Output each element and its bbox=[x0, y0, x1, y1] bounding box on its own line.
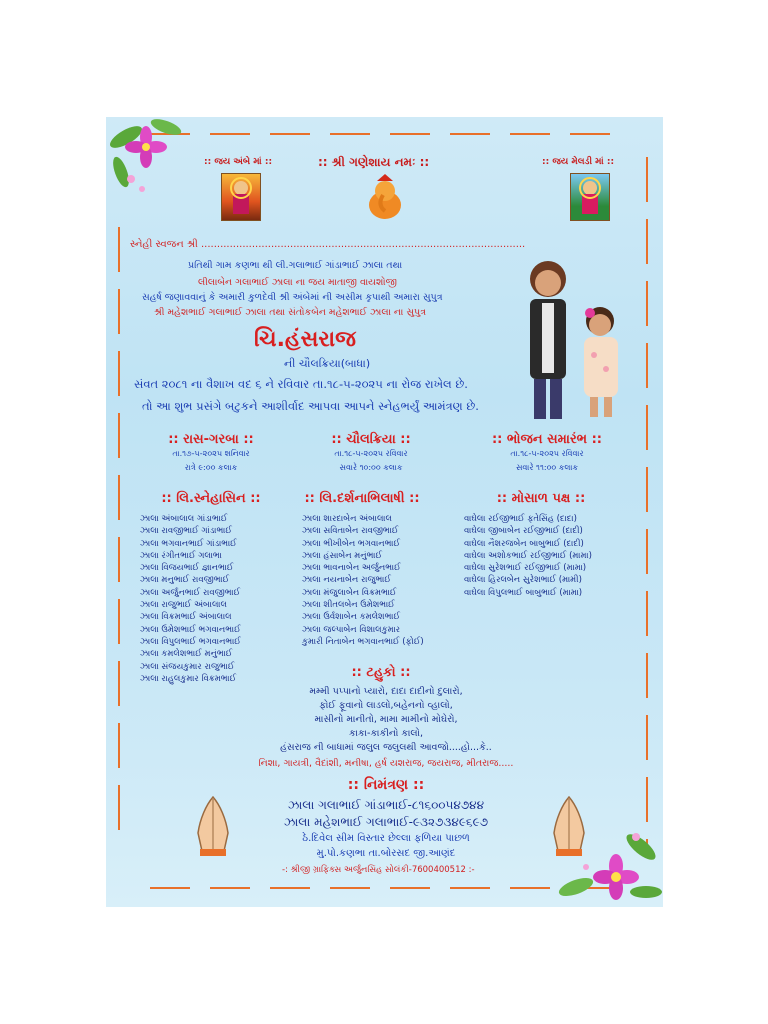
list-item: ઝાલા શીતલબેન ઉમેશભાઈ bbox=[302, 600, 395, 611]
list-item: ઝાલા ભગવાનભાઈ ગાંડાભાઈ bbox=[140, 538, 237, 549]
header-right-label: :: જય મેલડી માં :: bbox=[542, 157, 615, 167]
list-item: વાઘેલા સુરેશભાઈ રઈજીભાઈ (મામા) bbox=[464, 563, 587, 574]
col2-title: :: લિ.દર્શનાભિલાષી :: bbox=[304, 491, 420, 506]
invitation-card bbox=[106, 117, 663, 907]
tahuko-title: :: ટહુકો :: bbox=[351, 665, 411, 680]
list-item: ઝાલા નયનાબેન રાજુભાઈ bbox=[302, 575, 391, 586]
list-item: ઝાલા હંસાબેન મનુંભાઈ bbox=[302, 550, 383, 561]
list-item: ઝાલા વિક્રમભાઈ અંબાલાલ bbox=[140, 612, 232, 623]
invite-title: :: નિમંત્રણ :: bbox=[347, 777, 425, 793]
event-2-date: તા.૧૮-૫-૨૦૨૫ રવિવાર bbox=[334, 449, 408, 458]
invite-line: ઠે.દિવેલ સીમ વિસ્તાર છેલ્લા ફળિયા પાછળ bbox=[302, 833, 470, 844]
event-2-title: :: ચૌલક્રિયા :: bbox=[331, 432, 411, 447]
event-2-time: સવારે ૧૦:૦૦ કલાક bbox=[339, 463, 403, 472]
col1-list bbox=[140, 513, 241, 685]
list-item: ઝાલા શારદાબેન અંબાલાલ bbox=[302, 514, 392, 524]
list-item: કુમારી નિતાબેન ભગવાનભાઈ (ફોઈ) bbox=[302, 636, 424, 647]
event-1-date: તા.૧૭-૫-૨૦૨૫ શનિવાર bbox=[172, 449, 250, 458]
list-item: વાઘેલા વિપુલભાઈ બાબુભાઈ (મામા) bbox=[464, 587, 583, 598]
goddess-meladi-image bbox=[570, 173, 610, 221]
child-name: ચિ.હંસરાજ bbox=[254, 327, 356, 352]
footer-credit: -: શ્રીજી ગ્રાફિક્સ અર્જુનસિંહ સોલંકી-7600400512 :- bbox=[282, 865, 475, 875]
ganesha-image bbox=[364, 173, 406, 221]
children-photo bbox=[506, 251, 646, 423]
header-center-label: :: શ્રી ગણેશાય નમઃ :: bbox=[318, 155, 430, 169]
header-left-label: :: જય અંબે માં :: bbox=[204, 157, 273, 167]
event-1-title: :: રાસ-ગરબા :: bbox=[168, 432, 254, 447]
tahuko-names-line: નિશા, ગાયત્રી, વૈદાંશી, મનીષા, હર્ષ યશરાજ, જયરાજ, મીતરાજ..... bbox=[258, 758, 514, 769]
list-item: ઝાલા રાવજીભાઈ ગાંડાભાઈ bbox=[140, 526, 232, 537]
flower-corner-top-left-icon bbox=[106, 117, 196, 207]
border-left bbox=[118, 227, 120, 847]
praying-hands-left-icon bbox=[188, 793, 238, 857]
list-item: ઝાલા કમલેશભાઈ મનુંભાઈ bbox=[140, 649, 233, 660]
invite-line: મુ.પો.કણભા તા.બોરસદ જી.આણંદ bbox=[316, 848, 456, 859]
date-line-1: સંવત ૨૦૮૧ ના વૈશાખ વદ ૬ ને રવિવાર તા.૧૮-૫-૨૦૨૫ ના રોજ રાખેલ છે. bbox=[134, 377, 468, 391]
list-item: ઝાલા ભાવનાબેન અર્જુનભાઈ bbox=[302, 563, 401, 574]
tahuko-line: માસીનો માનીતો, મામા મામીનો મોઘેરો, bbox=[314, 714, 458, 725]
tahuko-line: ફોઈ ફૂવાનો લાડલો,બહેનનો વ્હાલો, bbox=[319, 700, 453, 711]
list-item: ઝાલા રંગીતભાઈ ગલાભા bbox=[140, 550, 222, 561]
event-3-title: :: ભોજન સમારંભ :: bbox=[491, 432, 603, 447]
list-item: વાઘેલા નૈશરજબેન બાબુભાઈ (દાદી) bbox=[464, 538, 584, 549]
col3-list bbox=[464, 513, 592, 599]
list-item: વાઘેલા અશોકભાઈ રઈજીભાઈ (મામા) bbox=[464, 550, 592, 561]
list-item: ઝાલા વિજયભાઈ જ્ઞાનભાઈ bbox=[140, 563, 234, 574]
list-item: ઝાલા સવિતાબેન રાવજીભાઈ bbox=[302, 526, 399, 537]
goddess-amba-image bbox=[221, 173, 261, 221]
greeting-line: સ્નેહી સ્વજન શ્રી ...................................................................................................... bbox=[130, 239, 526, 250]
list-item: ઝાલા અંબાલાલ ગાંડાભાઈ bbox=[140, 514, 228, 524]
list-item: ઝાલા રાજુભાઈ અંબાલાલ bbox=[140, 600, 227, 611]
list-item: ઝાલા ઉમેશભાઈ ભગવાનભાઈ bbox=[140, 624, 241, 635]
list-item: ઝાલા ભીખીબેન ભગવાનભાઈ bbox=[302, 538, 401, 549]
list-item: વાઘેલા જીબાબેન રઈજીભાઈ (દાદી) bbox=[464, 526, 583, 537]
ceremony-label: ની ચૌલક્રિયા(બાધા) bbox=[284, 357, 371, 370]
tahuko-line: હંસરાજ ની બાધામાં જલુલ જલુલથી આવજો....હો...કે.. bbox=[280, 742, 492, 753]
list-item: ઝાલા ઉર્વશાબેન કમલેશભાઈ bbox=[302, 612, 401, 623]
intro-line-3: સહર્ષ જણાવવાનું કે અમારી કુળદેવી શ્રી અંબેમાં ની અસીમ કૃપાથી અમારા સુપુત્ર bbox=[142, 292, 443, 303]
col3-title: :: મોસાળ પક્ષ :: bbox=[496, 491, 586, 506]
event-3-date: તા.૧૮-૫-૨૦૨૫ રવિવાર bbox=[510, 449, 584, 458]
list-item: વાઘેલા રઈજીભાઈ ફતેસિંહ (દાદા) bbox=[464, 514, 577, 524]
intro-line-4: શ્રી મહેશભાઈ ગલાભાઈ ઝાલા તથા સંતોકબેન મહેશભાઈ ઝાલા ના સુપુત્ર bbox=[154, 307, 427, 318]
list-item: ઝાલા વિપુલભાઈ ભગવાનભાઈ bbox=[140, 636, 241, 647]
list-item: ઝાલા મનુભાઈ રાવજીભાઈ bbox=[140, 575, 230, 586]
date-line-2: તો આ શુભ પ્રસંગે બટુકને આશીર્વાદ આપવા આપને સ્નેહભર્યું આમંત્રણ છે. bbox=[142, 399, 479, 413]
praying-hands-right-icon bbox=[544, 793, 594, 857]
border-top bbox=[150, 133, 630, 135]
event-1-time: રાત્રે ૯:૦૦ કલાક bbox=[184, 463, 238, 472]
col1-title: :: લિ.સ્નેહાસિન :: bbox=[161, 491, 261, 506]
col2-list bbox=[302, 513, 424, 648]
event-3-time: સવારે ૧૧:૦૦ કલાક bbox=[515, 463, 579, 472]
list-item: વાઘેલા હિરલબેન સુરેશભાઈ (મામી) bbox=[464, 575, 582, 586]
border-right bbox=[646, 157, 648, 847]
list-item: ઝાલા સંજયકુમાર રાજુભાઈ bbox=[140, 661, 235, 672]
tahuko-lines bbox=[226, 685, 546, 773]
invite-line: ઝાલા મહેશભાઈ ગલાભાઈ-૯૩૨૭૩૪૯૬૯૭ bbox=[283, 815, 489, 829]
invite-lines bbox=[236, 797, 536, 861]
list-item: ઝાલા રાહુલકુમાર વિક્રમભાઈ bbox=[140, 673, 237, 684]
tahuko-line: કાકા-કાકીનો કાલો, bbox=[348, 728, 424, 739]
list-item: ઝાલા જલ્પાબેન વિશાલકુમાર bbox=[302, 624, 401, 635]
list-item: ઝાલા મંજુલાબેન વિક્રમભાઈ bbox=[302, 587, 397, 598]
tahuko-line: મમ્મી પપ્પાનો પ્યારો, દાદા દાદીનો દુલારો, bbox=[309, 686, 463, 697]
list-item: ઝાલા અર્જુનભાઈ રાવજીભાઈ bbox=[140, 587, 241, 598]
invite-line: ઝાલા ગલાભાઈ ગાંડાભાઈ-૮૧૬૦૦૫૪૭૪૪ bbox=[287, 798, 485, 812]
intro-line-2: લીલાબેન ગલાભાઈ ઝાલા ના જય માતાજી વાયશોજી bbox=[198, 277, 397, 288]
intro-line-1: પ્રતિથી ગામ કણભા થી લી.ગલાભાઈ ગાંડાભાઈ ઝાલા તથા bbox=[188, 260, 403, 271]
